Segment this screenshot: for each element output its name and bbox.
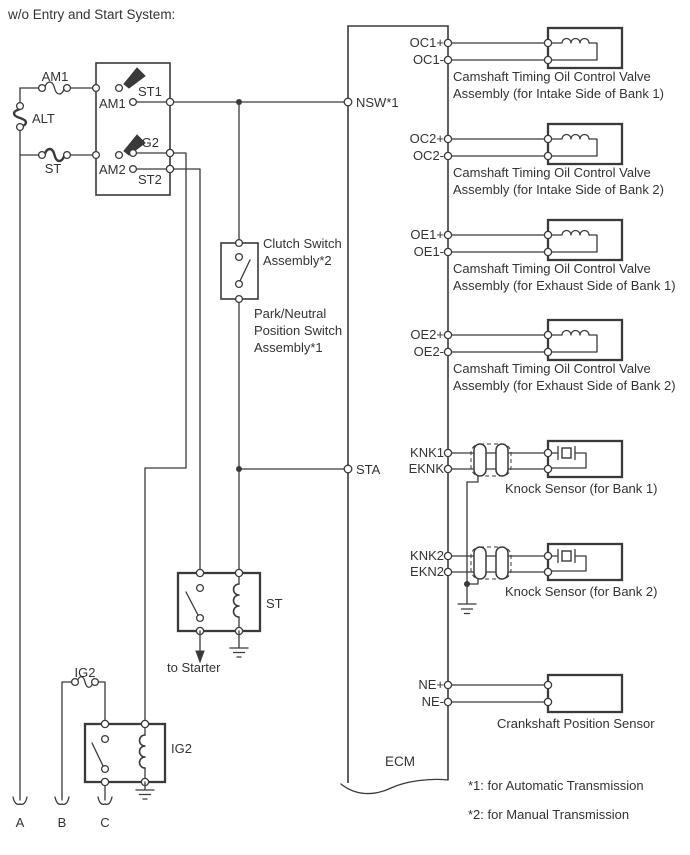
junction-st1 [236,99,242,105]
park-neutral-label-3: Assembly*1 [254,340,323,355]
park-neutral-label-2: Position Switch [254,323,343,338]
shield-ground [458,584,476,614]
ecm-terminal-oe1p: OE1+ [410,227,444,242]
st-link-symbol [45,149,65,161]
ecm-terminal-oe2m: OE2- [413,344,444,359]
ecm-terminal-oc2m: OC2- [412,148,444,163]
ocv-coil-4 [548,330,597,352]
ocv-exhaust-bank2 [453,320,676,393]
diagram-title: w/o Entry and Start System: [8,7,176,22]
ecm-terminal-nem: NE- [421,694,444,709]
connector-b-label: B [57,815,67,830]
junction-sta [236,466,242,472]
ecm-terminal-knk1: KNK1 [410,445,444,460]
ecm-terminal-sta: STA [356,462,381,477]
ig2-relay-coil [140,735,145,768]
ecm-torn-edge [341,779,448,793]
ignition-terminal-am2-label: AM2 [99,162,126,177]
fuse-ig2 [72,665,99,687]
crankshaft-position-sensor-label: Crankshaft Position Sensor [497,716,655,731]
ocv-coil-3 [548,230,597,252]
st-relay-coil [234,584,239,617]
ig2-relay-label: IG2 [171,741,192,756]
ocv-coil-1 [548,38,597,60]
knock-sensor-2-element [562,551,571,561]
st-relay-label: ST [266,596,283,611]
ecm-terminal-oe1m: OE1- [413,244,444,259]
fuse-ig2-label: IG2 [74,665,96,680]
ocv-exhaust-bank2-label-1: Camshaft Timing Oil Control Valve [453,361,651,376]
ocv-intake-bank2 [453,124,664,197]
ignition-terminal-am1-label: AM1 [99,96,126,111]
clutch-switch-label-2: Assembly*2 [263,253,332,268]
ocv-intake-bank2-label-1: Camshaft Timing Oil Control Valve [453,165,651,180]
st-relay-lever [186,592,199,617]
ig2-relay-ground [136,782,154,799]
to-starter-label: to Starter [167,660,221,675]
ig2-relay [85,720,192,799]
footnote-1: *1: for Automatic Transmission [468,778,644,793]
ocv-exhaust-bank1 [453,220,676,293]
clutch-switch-lever [240,260,250,281]
ecm-terminal-oe2p: OE2+ [410,327,444,342]
ecm-terminal-oc1m: OC1- [412,52,444,67]
ig2-relay-lever [92,743,104,768]
ocv-intake-bank1 [453,28,664,101]
crankshaft-position-sensor [497,675,655,731]
ocv-exhaust-bank2-label-2: Assembly (for Exhaust Side of Bank 2) [453,378,676,393]
ocv-intake-bank2-label-2: Assembly (for Intake Side of Bank 2) [453,182,664,197]
ignition-terminal-st2-label: ST2 [138,172,162,187]
ecm-terminal-oc2p: OC2+ [409,131,444,146]
footnote-2: *2: for Manual Transmission [468,807,630,822]
wire-ig2-column [136,153,186,724]
ocv-intake-bank1-label-2: Assembly (for Intake Side of Bank 1) [453,86,664,101]
ecm-label: ECM [385,754,415,769]
fuse-am1 [39,69,71,94]
alt-label: ALT [32,111,55,126]
knock-sensor-1-label: Knock Sensor (for Bank 1) [505,481,658,496]
ocv-exhaust-bank1-label-2: Assembly (for Exhaust Side of Bank 1) [453,278,676,293]
st-relay [167,569,283,675]
knock-sensor-1-element [562,448,571,458]
ecm-terminal-nsw: NSW*1 [356,95,399,110]
ecm-terminal-oc1p: OC1+ [409,35,444,50]
connector-a-label: A [15,815,25,830]
st-link-label: ST [44,161,62,176]
ecm-terminal-ekn2: EKN2 [410,564,444,579]
ignition-terminal-st1-label: ST1 [138,84,162,99]
fuse-am1-label: AM1 [41,69,69,84]
ecm-terminal-knk2: KNK2 [410,548,444,563]
ignition-terminal-ig2-label: IG2 [138,135,159,150]
park-neutral-label-1: Park/Neutral [254,306,327,321]
ecm-box [341,26,452,794]
fusible-link-alt [14,103,55,131]
knock-sensor-1-element-wires [548,447,586,469]
connector-c-label: C [100,815,110,830]
knock-sensor-2-shield [458,547,511,614]
ocv-exhaust-bank1-label-1: Camshaft Timing Oil Control Valve [453,261,651,276]
ocv-intake-bank1-label-1: Camshaft Timing Oil Control Valve [453,69,651,84]
ignition-switch [93,63,174,195]
ecm-terminal-eknk: EKNK [408,461,444,476]
clutch-switch-label-1: Clutch Switch [263,236,342,251]
ocv-coil-2 [548,134,597,156]
connector-breaks [13,797,112,830]
st-relay-ground [230,631,248,657]
knock-sensor-2-label: Knock Sensor (for Bank 2) [505,584,658,599]
ecm-terminal-nep: NE+ [418,677,444,692]
fusible-link-st [39,149,71,176]
knock-sensor-2-element-wires [548,550,586,572]
